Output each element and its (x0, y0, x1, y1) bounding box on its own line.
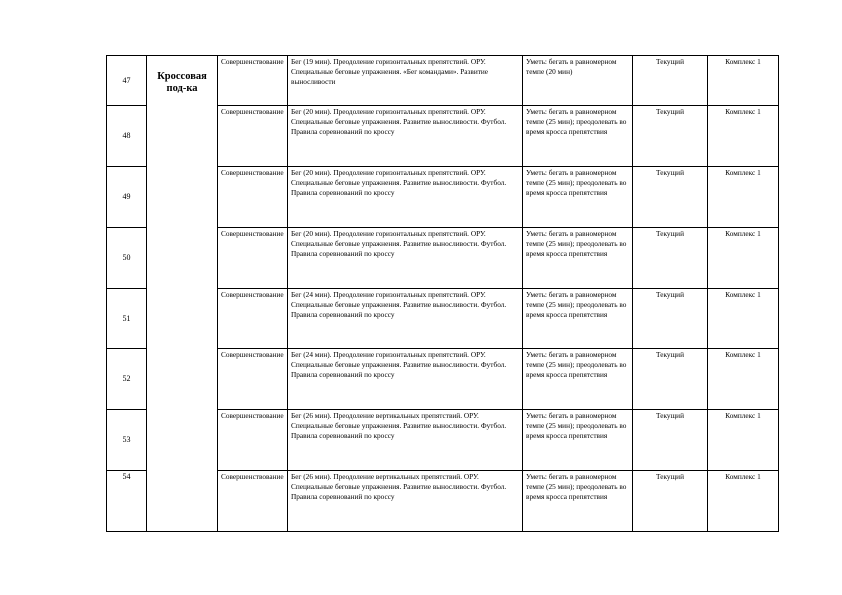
control-type: Текущий (633, 228, 708, 289)
lesson-type: Совершенствование (218, 289, 288, 349)
lesson-skills: Уметь: бегать в равномерном темпе (25 мин); преодолевать во время кросса препятствия (523, 410, 633, 471)
lesson-number: 54 (107, 471, 147, 532)
lesson-number: 53 (107, 410, 147, 471)
lesson-skills: Уметь: бегать в равномерном темпе (25 мин); преодолевать во время кросса препятствия (523, 289, 633, 349)
exercise-complex: Комплекс 1 (708, 56, 779, 106)
section-title: Кроссовая под-ка (147, 56, 218, 532)
lesson-skills: Уметь: бегать в равномерном темпе (25 мин); преодолевать во время кросса препятствия (523, 228, 633, 289)
lesson-type: Совершенствование (218, 410, 288, 471)
exercise-complex: Комплекс 1 (708, 167, 779, 228)
lesson-type: Совершенствование (218, 471, 288, 532)
control-type: Текущий (633, 289, 708, 349)
lesson-skills: Уметь: бегать в равномерном темпе (25 мин); преодолевать во время кросса препятствия (523, 167, 633, 228)
control-type: Текущий (633, 349, 708, 410)
lesson-content: Бег (20 мин). Преодоление горизонтальных препятствий. ОРУ. Специальные беговые упражнения. Развитие выносливости. Футбол. Правила соревнований по кроссу (288, 106, 523, 167)
lesson-number: 52 (107, 349, 147, 410)
control-type: Текущий (633, 471, 708, 532)
lesson-number: 51 (107, 289, 147, 349)
control-type: Текущий (633, 410, 708, 471)
lesson-skills: Уметь: бегать в равномерном темпе (25 мин); преодолевать во время кросса препятствия (523, 471, 633, 532)
lesson-number: 47 (107, 56, 147, 106)
lesson-number: 48 (107, 106, 147, 167)
lesson-content: Бег (19 мин). Преодоление горизонтальных препятствий. ОРУ. Специальные беговые упражнения. «Бег командами». Развитие выносливости (288, 56, 523, 106)
lesson-type: Совершенствование (218, 228, 288, 289)
control-type: Текущий (633, 106, 708, 167)
lesson-content: Бег (20 мин). Преодоление горизонтальных препятствий. ОРУ. Специальные беговые упражнения. Развитие выносливости. Футбол. Правила соревнований по кроссу (288, 228, 523, 289)
table-body (107, 56, 779, 532)
exercise-complex: Комплекс 1 (708, 349, 779, 410)
lesson-content: Бег (24 мин). Преодоление горизонтальных препятствий. ОРУ. Специальные беговые упражнения. Развитие выносливости. Футбол. Правила соревнований по кроссу (288, 289, 523, 349)
lesson-number: 49 (107, 167, 147, 228)
exercise-complex: Комплекс 1 (708, 289, 779, 349)
table-row (107, 56, 779, 106)
lesson-plan-table (106, 55, 779, 532)
lesson-type: Совершенствование (218, 56, 288, 106)
exercise-complex: Комплекс 1 (708, 228, 779, 289)
lesson-type: Совершенствование (218, 106, 288, 167)
lesson-number: 50 (107, 228, 147, 289)
exercise-complex: Комплекс 1 (708, 410, 779, 471)
lesson-content: Бег (24 мин). Преодоление горизонтальных препятствий. ОРУ. Специальные беговые упражнения. Развитие выносливости. Футбол. Правила соревнований по кроссу (288, 349, 523, 410)
lesson-skills: Уметь: бегать в равномерном темпе (25 мин); преодолевать во время кросса препятствия (523, 349, 633, 410)
exercise-complex: Комплекс 1 (708, 106, 779, 167)
lesson-type: Совершенствование (218, 349, 288, 410)
lesson-skills: Уметь: бегать в равномерном темпе (20 мин) (523, 56, 633, 106)
lesson-skills: Уметь: бегать в равномерном темпе (25 мин); преодолевать во время кросса препятствия (523, 106, 633, 167)
lesson-content: Бег (20 мин). Преодоление горизонтальных препятствий. ОРУ. Специальные беговые упражнения. Развитие выносливости. Футбол. Правила соревнований по кроссу (288, 167, 523, 228)
lesson-type: Совершенствование (218, 167, 288, 228)
control-type: Текущий (633, 167, 708, 228)
lesson-content: Бег (26 мин). Преодоление вертикальных препятствий. ОРУ. Специальные беговые упражнения. Развитие выносливости. Футбол. Правила соревнований по кроссу (288, 410, 523, 471)
control-type: Текущий (633, 56, 708, 106)
exercise-complex: Комплекс 1 (708, 471, 779, 532)
lesson-content: Бег (26 мин). Преодоление вертикальных препятствий. ОРУ. Специальные беговые упражнения. Развитие выносливости. Футбол. Правила соревнований по кроссу (288, 471, 523, 532)
